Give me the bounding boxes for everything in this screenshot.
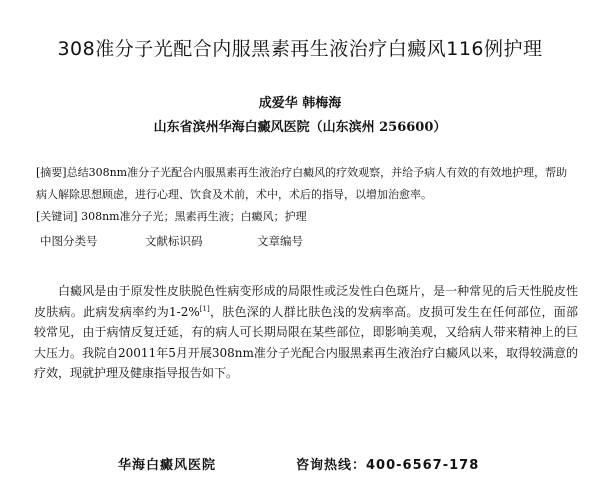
keywords-text: 308nm准分子光；黑素再生液；白癜风；护理 <box>81 210 307 223</box>
abstract-tag: [摘要] <box>36 166 67 179</box>
body-paragraph <box>34 281 578 384</box>
abstract-text: 总结308nm准分子光配合内服黑素再生液治疗白癜风的疗效观察，并给予病人有效的有效地护理，帮助病人解除思想顾虑，进行心理、饮食及术前，术中，术后的指导，以增加治愈率。 <box>36 166 568 201</box>
reference-marker: [1] <box>199 304 210 313</box>
keywords-tag: [关键词] <box>36 210 78 223</box>
doc-code-label: 文献标识码 <box>145 234 203 248</box>
abstract <box>36 162 576 206</box>
affiliation: 山东省滨州华海白癜风医院（山东滨州 256600） <box>153 120 447 135</box>
footer-hotline: 咨询热线：400-6567-178 <box>296 458 480 473</box>
footer-hospital: 华海白癜风医院 <box>118 458 217 473</box>
body-text-part1: 白癜风是由于原发性皮肤脱色性病变形成的局限性或泛发性白色斑片，是一种常见的后天性脱皮性皮肤病。此病发病率约为1-2% <box>34 284 578 319</box>
clc-label: 中图分类号 <box>40 234 98 248</box>
body-text-part2: ，肤色深的人群比肤色浅的发病率高。皮损可发生在任何部位，面部较常见，由于病情反复迁延，有的病人可长期局限在某些部位，即影响美观，又给病人带来精神上的巨大压力。我院自20011年5月开展308nm准分子光配合内服黑素再生液治疗白癜风以来，取得较满意的疗效，现就护理及健康指导报告如下。 <box>34 304 578 380</box>
authors: 成爱华 韩梅海 <box>258 96 342 111</box>
keywords <box>36 208 576 226</box>
article-no-label: 文章编号 <box>257 234 303 248</box>
page-title: 308准分子光配合内服黑素再生液治疗白癜风116例护理 <box>57 38 543 60</box>
